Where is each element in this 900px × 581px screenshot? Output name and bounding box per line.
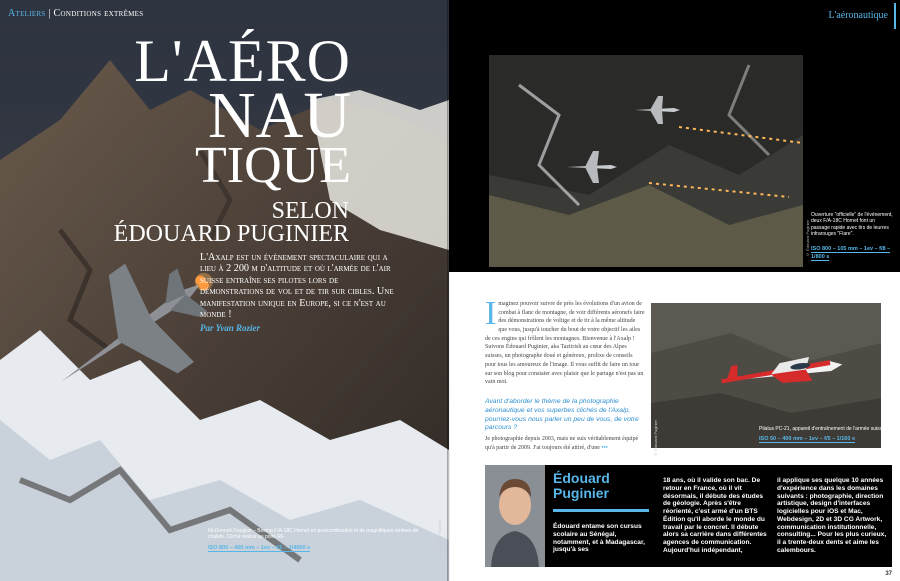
headline	[134, 28, 351, 195]
photo-caption-mid: Pilatus PC-21, appareil d'entraînement de l'armée suisse.	[759, 426, 887, 432]
right-page	[449, 0, 900, 581]
bio-column-1: Édouard entame son cursus scolaire au Sénégal, notamment, et à Madagascar, jusqu'à ses	[553, 523, 645, 554]
lead-paragraph: L'Axalp est un évènement spectaculaire qui a lieu à 2 200 m d'altitude et où l'armée de l'air suisse entraîne ses pilotes lors de démonstrations de vol et de tir sur cibles. Une manifestation unique en Europe, si ce n'est au monde !	[200, 252, 394, 321]
headline-line-3: TIQUE	[195, 137, 351, 195]
bio-name	[553, 471, 610, 500]
headline-line-1: L'AÉRO	[134, 28, 351, 94]
body-paragraph	[485, 295, 645, 387]
photo-credit-top: © Édouard Puginier	[805, 220, 810, 258]
left-page	[0, 0, 449, 581]
drop-cap: I	[485, 295, 497, 332]
kicker-rubric: Conditions extrêmes	[53, 8, 144, 19]
photo-credit-left: © Édouard Puginier	[437, 520, 442, 558]
body-text: maginez pouvoir suivre de près les évolutions d'un avion de combat à flanc de montagne, de voir différents aéronefs faire des démonstrations de voltige et de tir à la même altitude que vous, jusqu'à toucher du bout de votre objectif les ailes de ces engins qui frôlent les montagnes. Bienvenue à l'Axalp ! Suivons Édouard Puginier, aka Taztirish au cœur des Alpes suisses, un photographe doué et généreux, prolixe de conseils pour tous les amoureux de l'image. Il vous suffit de faire un tour sur son blog pour constater avec plaisir que le partage n'est pas un vain mot.	[485, 301, 645, 386]
photo-credit-mid: © Édouard Puginier	[653, 420, 658, 458]
interview-question: Avant d'aborder le thème de la photographie aéronautique et vos superbes clichés de l'Axalp, pourriez-vous nous parler un peu de vous, de votre parcours ?	[485, 398, 639, 432]
bio-column-2: 18 ans, où il valide son bac. De retour en France, où il vit désormais, il débute des études de géologie. Après s'être réorienté, c'est armé d'un BTS Édition qu'il aborde le monde du travail par le concret. Il débute alors sa carrière dans différentes agences de communication. Aujourd'hui indépendant,	[663, 477, 767, 554]
byline: Par Yvan Rozier	[200, 323, 261, 333]
kicker: Ateliers | Conditions extrêmes	[8, 8, 144, 19]
section-tag: L'aéronautique	[828, 10, 888, 21]
section-tag-bar	[894, 3, 896, 29]
exif-top	[811, 246, 891, 261]
bio-first-name: Édouard	[553, 470, 610, 486]
page-number: 37	[885, 571, 892, 577]
kicker-section: Ateliers	[8, 8, 46, 19]
photo-caption-left: McDonnell-Douglas – Boeing F/A-18C Hornet en postcombustion et de magnifiques ombres de chalets. Cliché réalisé au point RF.	[208, 528, 419, 540]
exif-left: ISO 800 – 400 mm – 1ev – f/5 – 1/4000 s	[208, 545, 311, 551]
exif-top-text: ISO 800 – 105 mm – 1ev – f/8 – 1/800 s	[811, 246, 891, 260]
exif-mid: ISO 50 – 400 mm – 1ev – f/5 – 1/160 s	[759, 436, 856, 442]
bio-box	[485, 465, 892, 567]
headline-line-2: NAU	[208, 78, 351, 152]
subheadline	[114, 200, 349, 246]
subheadline-line-1: SELON	[271, 198, 349, 224]
portrait-photo	[485, 465, 545, 567]
answer-text: Je photographie depuis 2003, mais ne suis véritablement équipé qu'à partir de 2009. J'ai toujours été attiré, d'une	[485, 436, 639, 451]
interview-answer	[485, 435, 645, 452]
subheadline-line-2: ÉDOUARD PUGINIER	[113, 220, 349, 247]
bio-column-3: il applique ses quelque 10 années d'expérience dans les domaines suivants : photographie, direction artistique, design d'interfaces logicielles pour iOS et Mac, Webdesign, 2D et 3D CG Artwork, communication institutionnelle, consulting... Pour les plus curieux, il a trente-deux dents et aime les calembours.	[777, 477, 887, 554]
hornets-flares-photo	[489, 55, 803, 267]
bio-name-rule	[553, 509, 649, 512]
continued-marker: •••	[601, 444, 608, 451]
bio-last-name: Puginier	[553, 484, 610, 501]
photo-caption-top: Ouverture "officielle" de l'événement, deux F/A-18C Hornet font un passage rapide avec tirs de leurres infrarouges "Flare".	[811, 212, 893, 237]
